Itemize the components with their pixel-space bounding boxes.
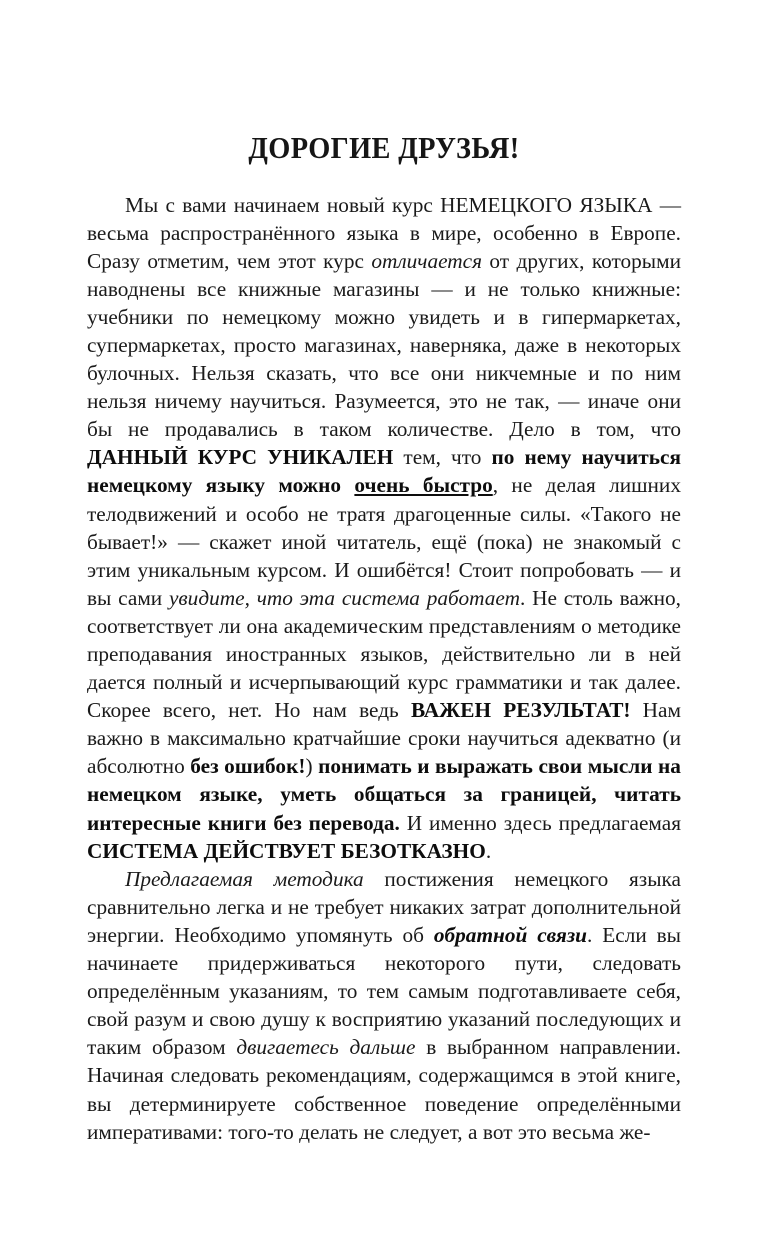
page-title: ДОРОГИЕ ДРУЗЬЯ! bbox=[248, 131, 520, 165]
text-run-bold: без ошибок! bbox=[190, 754, 306, 779]
text-run-bold: СИСТЕМА ДЕЙСТВУЕТ БЕЗОТКАЗНО bbox=[87, 838, 486, 863]
body-paragraph-2: Предлагаемая методика постижения немецкого языка сравнительно легка и не требует никаких затрат дополнительной энергии. Необходимо упомянуть об обратной связи. Если вы начинаете придерживаться некоторого пути, следовать определённым указаниям, то тем самым подготавливаете себя, свой разум и свою душу к восприятию указаний последующих и таким образом двигаетесь дальше в выбранном направлении. Начиная следовать рекомендациям, содержащимся в этой книге, вы детерминируете собственное поведение определёнными императивами: того-то делать не следует, а вот это весьма же- bbox=[87, 866, 682, 1144]
text-run-bold: по нему научиться немецкому языку можно bbox=[87, 445, 681, 498]
text-run-italic: отличается bbox=[371, 248, 483, 273]
text-run-bold: ВАЖЕН РЕЗУЛЬТАТ! bbox=[410, 698, 631, 723]
body-paragraph-1: Мы с вами начинаем новый курс НЕМЕЦКОГО ЯЗЫКА — весьма распространённого языка в мире, особенно в Европе. Сразу отметим, чем этот курс отличается от других, которыми наводнены все книжные магазины — и не только книжные: учебники по немецкому можно увидеть и в гипермаркетах, супермаркетах, просто магазинах, наверняка, даже в некоторых булочных. Нельзя сказать, что все они никчемные и по ним нельзя ничему научиться. Разумеется, это не так, — иначе они бы не продавались в таком количестве. Дело в том, что ДАННЫЙ КУРС УНИКАЛЕН тем, что по нему научиться немецкому языку можно очень быстро, не делая лишних телодвижений и особо не тратя драгоценные силы. «Такого не бывает!» — скажет иной читатель, ещё (пока) не знакомый с этим уникальным курсом. И ошибётся! Стоит попробовать — и вы сами увидите, что эта система работает. Не столь важно, соответствует ли она академическим представлениям о методике преподавания иностранных языков, действительно ли в ней дается полный и исчерпывающий курс грамматики и так далее. Скорее всего, нет. Но нам ведь ВАЖЕН РЕЗУЛЬТАТ! Нам важно в максимально кратчайшие сроки научиться адекватно (и абсолютно без ошибок!) понимать и выражать свои мысли на немецком языке, уметь общаться за границей, читать интересные книги без перевода. И именно здесь предлагаемая СИСТЕМА ДЕЙСТВУЕТ БЕЗОТКАЗНО. bbox=[87, 192, 681, 863]
text-run-bold-underline: очень быстро bbox=[354, 473, 493, 498]
text-run-bold: ДАННЫЙ КУРС УНИКАЛЕН bbox=[87, 445, 394, 470]
text-run-bold-italic: обратной связи bbox=[433, 922, 588, 947]
text-run-bold: понимать и выражать свои мысли на немецком языке, уметь общаться за границей, читать интересные книги без перевода. bbox=[87, 754, 681, 835]
page-content bbox=[87, 0, 681, 1146]
text-run-italic: двигаетесь дальше bbox=[236, 1035, 416, 1060]
text-run-italic: увидите, что эта система работает bbox=[168, 585, 520, 610]
text-run-italic: Предлагаемая методика bbox=[125, 866, 364, 891]
